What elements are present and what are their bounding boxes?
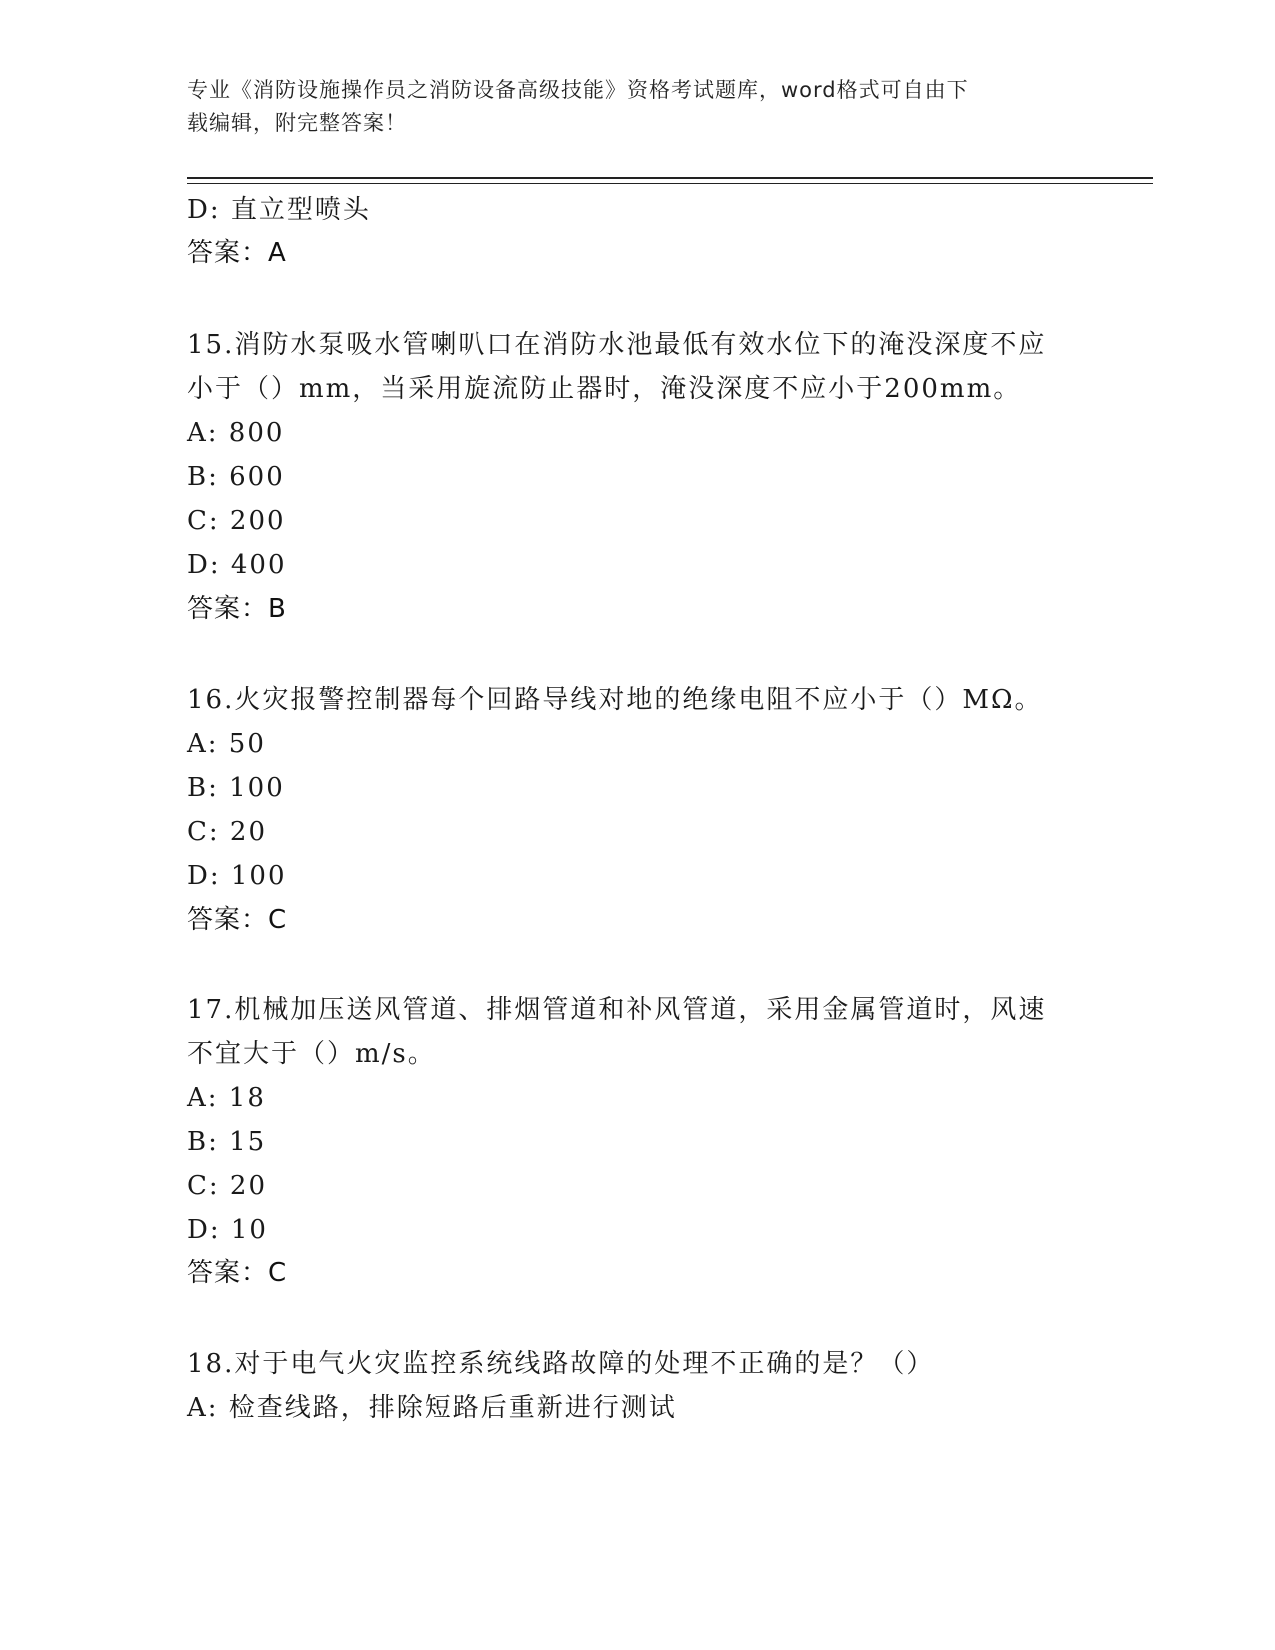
header-divider-thin	[187, 183, 1153, 184]
q17-answer: 答案：C	[187, 1258, 288, 1288]
header-divider-thick	[187, 177, 1153, 179]
q15-option-a: A: 800	[187, 418, 285, 448]
header-line-1: 专业《消防设施操作员之消防设备高级技能》资格考试题库，word格式可自由下	[187, 78, 969, 102]
header-line-2: 载编辑，附完整答案！	[187, 111, 407, 135]
q16-answer: 答案：C	[187, 905, 288, 935]
prev-option-d: D: 直立型喷头	[187, 195, 371, 225]
q15-stem-line-2: 小于（）mm，当采用旋流防止器时，淹没深度不应小于200mm。	[187, 374, 1022, 404]
q16-option-c: C: 20	[187, 817, 268, 847]
q15-stem-line-1: 15.消防水泵吸水管喇叭口在消防水池最低有效水位下的淹没深度不应	[187, 330, 1047, 360]
q15-answer: 答案：B	[187, 594, 287, 624]
q18-option-a: A: 检查线路，排除短路后重新进行测试	[187, 1393, 677, 1423]
document-header-note	[187, 74, 1067, 140]
q17-option-d: D: 10	[187, 1215, 268, 1245]
q17-option-a: A: 18	[187, 1083, 266, 1113]
q17-option-c: C: 20	[187, 1171, 268, 1201]
q17-stem-line-2: 不宜大于（）m/s。	[187, 1039, 436, 1069]
prev-answer: 答案：A	[187, 238, 287, 268]
q16-option-b: B: 100	[187, 773, 285, 803]
q16-option-d: D: 100	[187, 861, 287, 891]
q16-option-a: A: 50	[187, 729, 266, 759]
q15-option-c: C: 200	[187, 506, 286, 536]
q18-stem-line-1: 18.对于电气火灾监控系统线路故障的处理不正确的是？（）	[187, 1349, 935, 1379]
q17-option-b: B: 15	[187, 1127, 267, 1157]
q15-option-d: D: 400	[187, 550, 287, 580]
q17-stem-line-1: 17.机械加压送风管道、排烟管道和补风管道，采用金属管道时，风速	[187, 995, 1047, 1025]
q15-option-b: B: 600	[187, 462, 285, 492]
q16-stem-line-1: 16.火灾报警控制器每个回路导线对地的绝缘电阻不应小于（）MΩ。	[187, 685, 1043, 715]
